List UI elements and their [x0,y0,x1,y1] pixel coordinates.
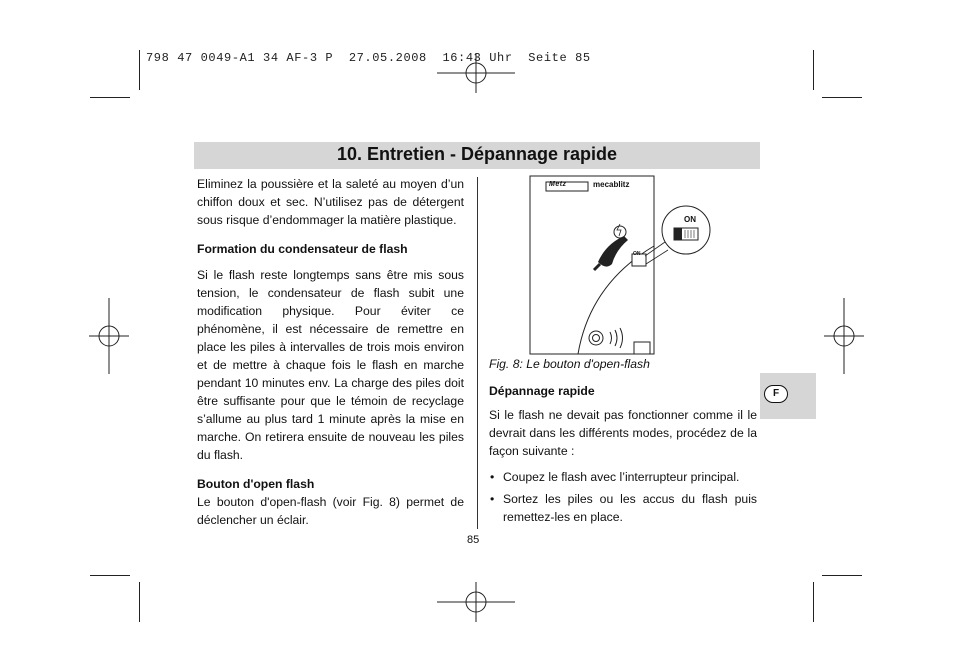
intro-paragraph: Eliminez la poussière et la saleté au moyen d’un chiffon doux et sec. N’utilisez pas de détergent sous risque d’endommager la matière plastique. [197,177,464,227]
print-header: 798 47 0049-A1 34 AF-3 P 27.05.2008 16:43 Uhr Seite 85 [146,51,591,65]
registration-target-right-icon [824,296,864,376]
section-title: 10. Entretien - Dépannage rapide [336,144,618,164]
section-title-bar [194,142,760,169]
flash-unit-illustration [528,174,712,356]
crop-mark [139,582,140,622]
troubleshooting-list [489,468,757,526]
right-column [489,380,757,530]
registration-target-top-icon [434,53,518,93]
brand-name: mecablitz [593,180,630,189]
registration-target-left-icon [89,296,129,376]
registration-target-bottom-icon [434,582,518,622]
small-switch-on-label: ON [633,251,641,257]
switch-on-label: ON [684,215,696,224]
paragraph-openflash: Le bouton d'open-flash (voir Fig. 8) permet de déclencher un éclair. [197,495,464,527]
left-column [197,175,464,529]
crop-mark [90,575,130,576]
paragraph-depannage: Si le flash ne devait pas fonctionner comme il le devrait dans les différents modes, procédez de la façon suivante : [489,408,757,458]
heading-condensateur: Formation du condensateur de flash [197,242,408,256]
heading-openflash: Bouton d'open flash [197,477,315,491]
crop-mark [813,50,814,90]
paragraph-condensateur: Si le flash reste longtemps sans être mis sous tension, le condensateur de flash subit une modification physique. Pour éviter ce phénomène, il est nécessaire de remettre en place les piles à intervalles de trois mois environ et de mettre à chaque fois le flash en marche pendant 10 minutes env. La charge des piles doit être suffisante pour que le témoin de recyclage s’allume au plus tard 1 minute après la mise en marche. On retirera ensuite de nouveau les piles du flash. [197,268,464,462]
crop-mark [139,50,140,90]
heading-depannage: Dépannage rapide [489,384,595,398]
brand-logo: Metz [549,181,567,188]
page-number: 85 [467,534,480,546]
crop-mark [90,97,130,98]
column-divider [477,177,478,529]
crop-mark [822,97,862,98]
crop-mark [813,582,814,622]
list-item: • Sortez les piles ou les accus du flash puis remettez-les en place. [489,490,757,526]
language-tab-badge: F [764,385,788,403]
figure-caption: Fig. 8: Le bouton d'open-flash [489,357,650,371]
list-item: • Coupez le flash avec l’interrupteur principal. [489,468,757,486]
crop-mark [822,575,862,576]
